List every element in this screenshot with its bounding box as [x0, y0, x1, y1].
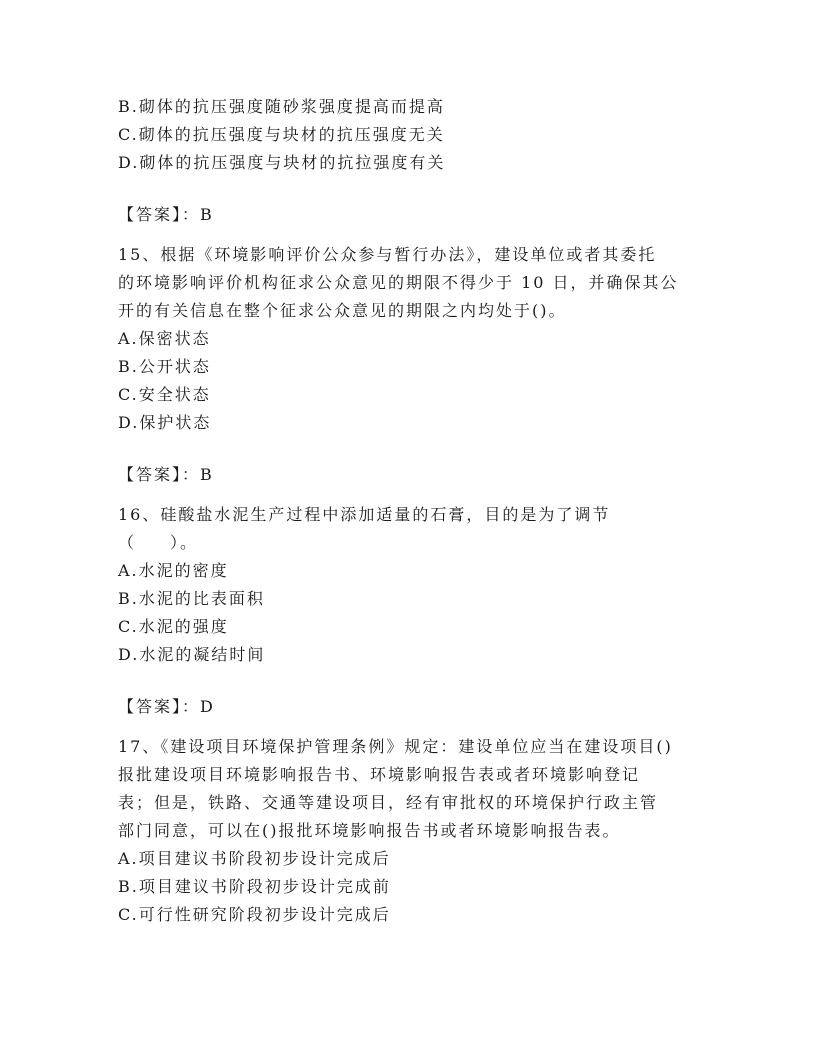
- question-17: [118, 733, 708, 929]
- paren-open: （: [118, 533, 137, 552]
- option-d: D.水泥的凝结时间: [118, 645, 266, 664]
- option-a: A.项目建议书阶段初步设计完成后: [118, 849, 391, 868]
- option-b: B.公开状态: [118, 357, 211, 376]
- question-stem-line: 报批建设项目环境影响报告书、环境影响报告表或者环境影响登记: [118, 765, 641, 784]
- question-stem-line: 的环境影响评价机构征求公众意见的期限不得少于 10 日，并确保其公: [118, 273, 679, 292]
- option-a: A.保密状态: [118, 329, 211, 348]
- question-stem-line: 17、《建设项目环境保护管理条例》规定：建设单位应当在建设项目(): [118, 737, 673, 756]
- question-stem-line: 15、根据《环境影响评价公众参与暂行办法》，建设单位或者其委托: [118, 245, 657, 264]
- question-stem-line: 开的有关信息在整个征求公众意见的期限之内均处于()。: [118, 301, 567, 320]
- paren-close: ）。: [170, 533, 199, 552]
- option-b: B.项目建议书阶段初步设计完成前: [118, 877, 391, 896]
- answer-label: 【答案】：B: [118, 465, 214, 484]
- question-stem-line: 表；但是，铁路、交通等建设项目，经有审批权的环境保护行政主管: [118, 793, 659, 812]
- question-16: [118, 501, 708, 721]
- option-c: C.砌体的抗压强度与块材的抗压强度无关: [118, 125, 445, 144]
- option-b: B.水泥的比表面积: [118, 589, 265, 608]
- answer-label: 【答案】：B: [118, 205, 214, 224]
- option-d: D.保护状态: [118, 413, 212, 432]
- question-15: [118, 241, 708, 489]
- document-page: [118, 93, 708, 929]
- option-c: C.水泥的强度: [118, 617, 229, 636]
- answer-blank-line: [118, 529, 708, 557]
- option-a: A.水泥的密度: [118, 561, 229, 580]
- option-b: B.砌体的抗压强度随砂浆强度提高而提高: [118, 97, 445, 116]
- answer-label: 【答案】：D: [118, 697, 215, 716]
- option-d: D.砌体的抗压强度与块材的抗拉强度有关: [118, 153, 446, 172]
- question-stem-line: 部门同意，可以在()报批环境影响报告书或者环境影响报告表。: [118, 821, 621, 840]
- option-c: C.安全状态: [118, 385, 211, 404]
- question-stem-line: 16、硅酸盐水泥生产过程中添加适量的石膏，目的是为了调节: [118, 505, 611, 524]
- question-14: [118, 93, 708, 229]
- option-c: C.可行性研究阶段初步设计完成后: [118, 905, 391, 924]
